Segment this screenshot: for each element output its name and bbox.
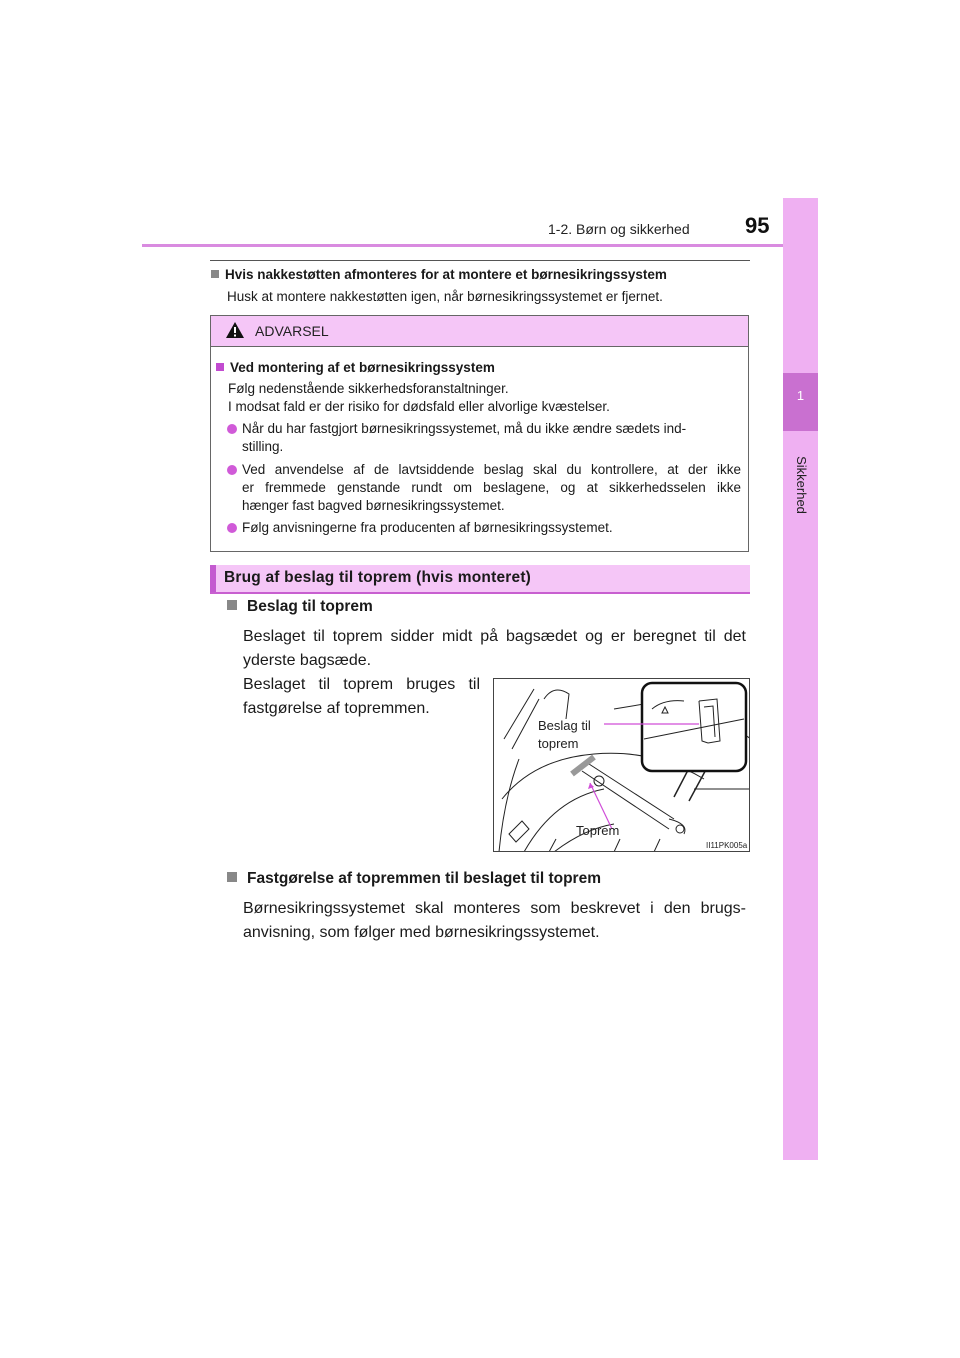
body-paragraph	[243, 673, 480, 721]
chapter-side-tab	[783, 198, 818, 1160]
figure-label-line: toprem	[538, 736, 579, 751]
square-bullet-icon	[227, 872, 237, 882]
subsection-heading-text: Fastgørelse af topremmen til beslaget til toprem	[247, 870, 601, 887]
warning-heading-text: Ved montering af et børnesikringssystem	[230, 360, 495, 375]
warning-bullet	[227, 519, 741, 537]
figure-label-line: Beslag til	[538, 718, 591, 733]
chapter-number: 1	[796, 388, 805, 403]
chapter-label: Sikkerhed	[794, 456, 809, 514]
subsection-heading-text: Beslag til toprem	[247, 598, 373, 615]
body-line: anvisning, som følger med børnesikringssystemet.	[243, 924, 600, 941]
warning-heading	[216, 360, 495, 375]
square-bullet-icon	[211, 270, 219, 278]
intro-divider	[210, 260, 750, 261]
square-bullet-icon	[216, 363, 224, 371]
figure-code: II11PK005a	[706, 841, 748, 850]
bullet-line: er fremmede genstande rundt om beslagene, og at sikkerhedsselen ikke	[242, 480, 741, 495]
bullet-line: Følg anvisningerne fra producenten af børnesikringssystemet.	[242, 520, 613, 535]
figure-label-strap: Toprem	[576, 823, 620, 838]
bullet-dot-icon	[227, 424, 237, 434]
warning-line: Følg nedenstående sikkerhedsforanstaltninger.	[228, 381, 509, 396]
seat-drawing	[494, 679, 750, 852]
body-line: Børnesikringssystemet skal monteres som beskrevet i den brugs-	[243, 900, 746, 917]
intro-heading	[211, 267, 667, 282]
bullet-dot-icon	[227, 465, 237, 475]
tether-anchor-illustration	[493, 678, 750, 852]
body-line: fastgørelse af topremmen.	[243, 700, 430, 717]
bullet-dot-icon	[227, 523, 237, 533]
body-line: yderste bagsæde.	[243, 652, 372, 669]
subsection-heading	[227, 870, 601, 888]
figure-label-anchor	[538, 717, 591, 753]
warning-line: I modsat fald er der risiko for dødsfald eller alvorlige kvæstelser.	[228, 399, 610, 414]
body-paragraph	[243, 625, 746, 673]
intro-text: Husk at montere nakkestøtten igen, når børnesikringssystemet er fjernet.	[227, 289, 663, 304]
bullet-line: Når du har fastgjort børnesikringssystemet, må du ikke ændre sædets ind-	[242, 421, 687, 436]
bullet-line: hænger fast bagved børnesikringssystemet.	[242, 498, 505, 513]
body-paragraph	[243, 897, 746, 945]
body-line: Beslaget til toprem sidder midt på bagsædet og er beregnet til det	[243, 628, 746, 645]
warning-triangle-icon	[225, 321, 245, 339]
subsection-heading	[227, 598, 373, 616]
warning-bullet	[227, 461, 741, 515]
section-title: Brug af beslag til toprem (hvis monteret)	[224, 569, 532, 586]
square-bullet-icon	[227, 600, 237, 610]
body-line: Beslaget til toprem bruges til	[243, 676, 480, 693]
intro-heading-text: Hvis nakkestøtten afmonteres for at montere et børnesikringssystem	[225, 267, 667, 282]
header-divider	[142, 244, 818, 247]
bullet-line: Ved anvendelse af de lavtsiddende beslag skal du kontrollere, at der ikke	[242, 462, 741, 477]
section-banner-accent	[210, 565, 216, 592]
warning-bullet	[227, 420, 741, 456]
bullet-line: stilling.	[242, 439, 284, 454]
page-number: 95	[745, 213, 770, 238]
header-section-title: 1-2. Børn og sikkerhed	[548, 221, 690, 237]
warning-title: ADVARSEL	[255, 323, 329, 339]
